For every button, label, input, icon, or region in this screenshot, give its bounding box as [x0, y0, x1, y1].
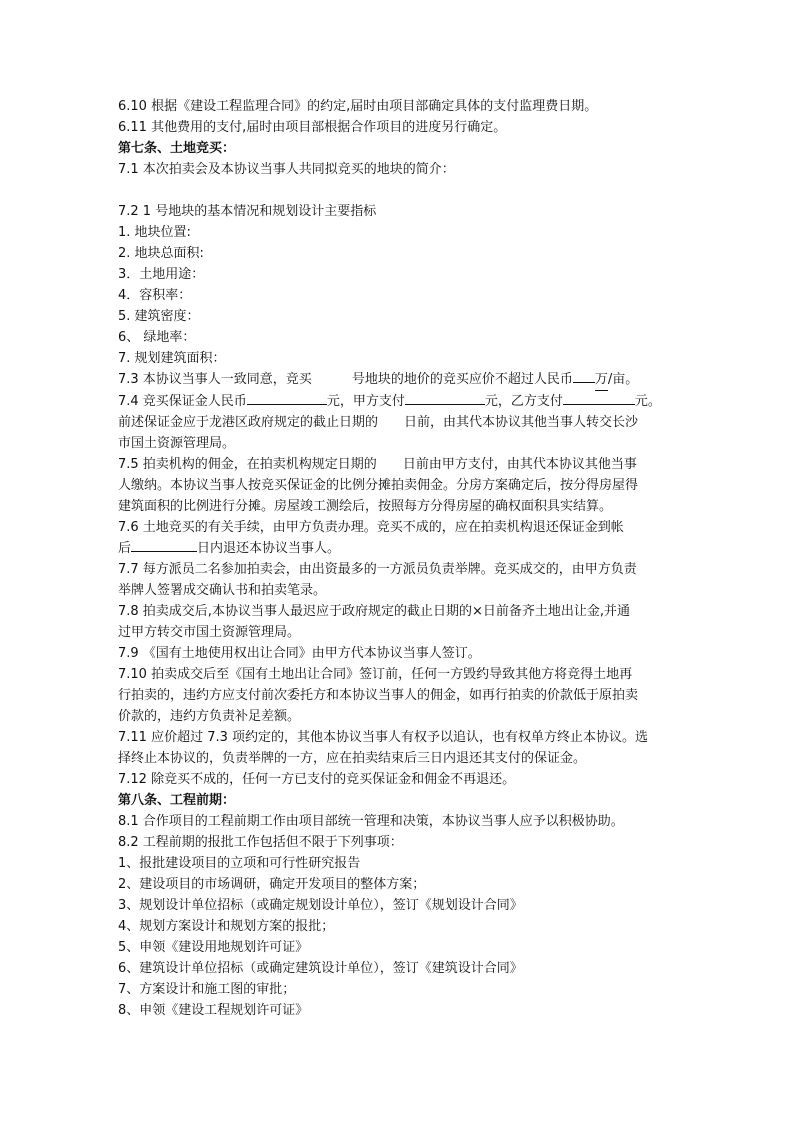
- clause-7-10-cont: 价款的，违约方负责补足差额。: [118, 709, 301, 724]
- approval-item: 4、规划方案设计和规划方案的报批；: [118, 919, 335, 934]
- approval-item: 3、规划设计单位招标（或确定规划设计单位），签订《规划设计合同》: [118, 898, 523, 913]
- clause-7-2: 7.2 1 号地块的基本情况和规划设计主要指标: [118, 204, 377, 219]
- clause-7-6-text-a: 后: [118, 541, 132, 556]
- clause-7-6-text-b: 日内退还本协议当事人。: [197, 541, 341, 556]
- indicator-item: 2. 地块总面积:: [118, 246, 204, 261]
- indicator-item: 6、 绿地率：: [118, 330, 196, 345]
- clause-7-4-cont-b: 日前，由其代本协议其他当事人转交长沙: [404, 415, 639, 430]
- article-8-heading: 第八条、工程前期：: [118, 793, 236, 808]
- clause-6-11: 6.11 其他费用的支付,届时由项目部根据合作项目的进度另行确定。: [118, 120, 507, 135]
- blank-party-b-amount: [563, 404, 635, 405]
- indicator-item: 3．土地用途：: [118, 267, 205, 282]
- blank-party-a-amount: [405, 404, 485, 405]
- indicator-item: 1. 地块位置:: [118, 225, 191, 240]
- clause-7-7: 7.7 每方派员二名参加拍卖会，由出资最多的一方派员负责举牌。竞买成交的，由甲方负责: [118, 562, 637, 577]
- approval-item: 1、报批建设项目的立项和可行性研究报告: [118, 856, 361, 871]
- indicator-item: 5. 建筑密度：: [118, 309, 200, 324]
- clause-7-3-text-d: /亩。: [607, 372, 639, 387]
- approval-item: 2、建设项目的市场调研，确定开发项目的整体方案；: [118, 877, 426, 892]
- clause-7-7-cont: 举牌人签署成交确认书和拍卖笔录。: [118, 583, 327, 598]
- clause-7-5-cont: 人缴纳。本协议当事人按竞买保证金的比例分摊拍卖佣金。分房方案确定后，按分得房屋得: [118, 478, 639, 493]
- clause-7-9: 7.9 《国有土地使用权出让合同》由甲方代本协议当事人签订。: [118, 646, 481, 661]
- clause-7-5-cont: 建筑面积的比例进行分摊。房屋竣工测绘后，按照每方分得房屋的确权面积具实结算。: [118, 499, 613, 514]
- clause-8-2: 8.2 工程前期的报批工作包括但不限于下列事项：: [118, 835, 403, 850]
- clause-7-8: 7.8 拍卖成交后,本协议当事人最迟应于政府规定的截止日期的×日前备齐土地出让金,并通: [118, 604, 630, 619]
- blank-refund-days: [131, 551, 197, 552]
- clause-7-4-text-d: 元。: [634, 394, 661, 409]
- approval-item: 5、申领《建设用地规划许可证》: [118, 940, 309, 955]
- clause-7-6: 7.6 土地竞买的有关手续，由甲方负责办理。竞买不成的，应在拍卖机构退还保证金到帐: [118, 520, 624, 535]
- clause-7-4-text-a: 7.4 竞买保证金人民币: [118, 394, 247, 409]
- clause-7-3-text-b: 号地块的地价的竞买应价不超过人民币: [351, 372, 573, 387]
- clause-7-4-text-c: 元，乙方支付: [484, 394, 563, 409]
- clause-7-3-text-a: 7.3 本协议当事人一致同意，竞买: [118, 372, 312, 387]
- indicator-item: 7. 规划建筑面积：: [118, 351, 226, 366]
- clause-7-5-text-b: 日前由甲方支付，由其代本协议其他当事: [402, 457, 637, 472]
- article-7-heading: 第七条、土地竞买：: [118, 141, 236, 156]
- clause-7-11-cont: 择终止本协议的，负责举牌的一方，应在拍卖结束后三日内退还其支付的保证金。: [118, 751, 587, 766]
- approval-item: 7、方案设计和施工图的审批；: [118, 982, 296, 997]
- clause-7-1: 7.1 本次拍卖会及本协议当事人共同拟竞买的地块的简介：: [118, 162, 455, 177]
- clause-7-3: [118, 369, 684, 391]
- clause-7-4-cont: 市国土资源管理局。: [118, 436, 236, 451]
- clause-7-10: 7.10 拍卖成交后至《国有土地出让合同》签订前，任何一方毁约导致其他方将竞得土地再: [118, 667, 633, 682]
- indicator-item: 4．容积率：: [118, 288, 192, 303]
- clause-7-5: [118, 454, 684, 475]
- clause-7-5-text-a: 7.5 拍卖机构的佣金，在拍卖机构规定日期的: [118, 457, 377, 472]
- clause-7-10-cont: 行拍卖的，违约方应支付前次委托方和本协议当事人的佣金，如再行拍卖的价款低于原拍卖: [118, 688, 639, 703]
- clause-7-6-cont: [118, 538, 684, 559]
- blank-line: [118, 180, 684, 201]
- clause-7-3-unit: 万: [595, 369, 608, 391]
- clause-7-8-cont: 过甲方转交市国土资源管理局。: [118, 625, 301, 640]
- approval-item: 6、建筑设计单位招标（或确定建筑设计单位），签订《建筑设计合同》: [118, 961, 523, 976]
- clause-7-4-text-b: 元，甲方支付: [326, 394, 405, 409]
- clause-7-4-cont-a: 前述保证金应于龙港区政府规定的截止日期的: [118, 415, 379, 430]
- clause-8-1: 8.1 合作项目的工程前期工作由项目部统一管理和决策，本协议当事人应予以积极协助。: [118, 814, 624, 829]
- clause-7-12: 7.12 除竞买不成的，任何一方已支付的竞买保证金和佣金不再退还。: [118, 772, 516, 787]
- clause-7-4: [118, 391, 684, 412]
- clause-7-4-cont: [118, 412, 684, 433]
- approval-item: 8、申领《建设工程规划许可证》: [118, 1003, 309, 1018]
- blank-deposit-total: [247, 404, 327, 405]
- clause-6-10: 6.10 根据《建设工程监理合同》的约定,届时由项目部确定具体的支付监理费日期。: [118, 99, 598, 114]
- blank-price: [573, 382, 595, 383]
- clause-7-11: 7.11 应价超过 7.3 项约定的，其他本协议当事人有权予以追认，也有权单方终止本协议。选: [118, 730, 649, 745]
